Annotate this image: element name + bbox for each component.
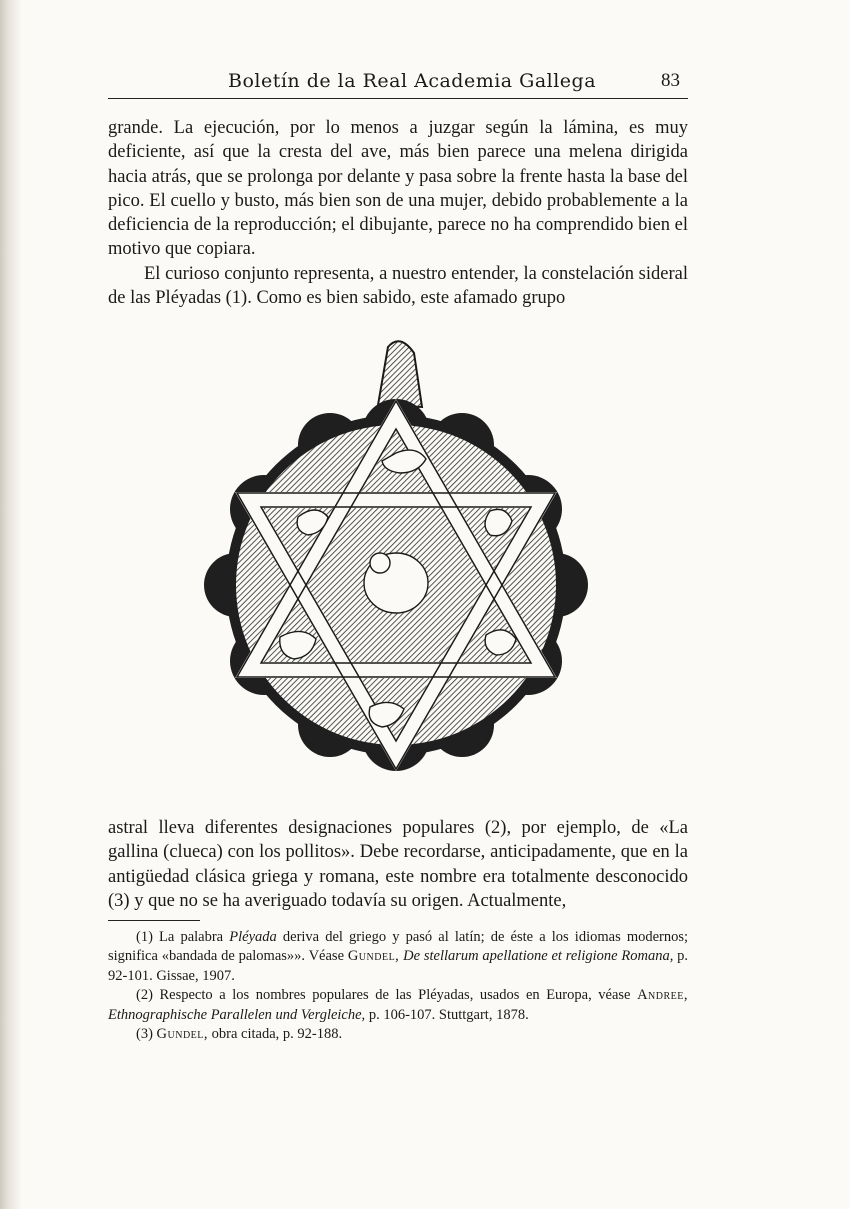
pleiades-medallion-figure — [200, 335, 590, 780]
page-number: 83 — [661, 70, 680, 91]
footnote-separator — [108, 920, 200, 921]
footnote-3-author: Gundel, — [156, 1026, 209, 1043]
paragraph-2: El curioso conjunto representa, a nuestro entender, la constelación sideral de las Pléyadas (1). Como es bien sabido, este afamado grupo — [108, 264, 688, 309]
footnote-1-term: Pléyada — [229, 929, 277, 945]
footnote-2-author: Andree, — [637, 987, 688, 1004]
footnote-1-text-b: deriva del griego y pasó al latín; de éste a los idiomas modernos; significa «bandada de palomas»». Véase — [108, 929, 689, 965]
footnote-1-text-a: La palabra — [159, 929, 224, 945]
footnote-3 — [108, 1025, 688, 1044]
paragraph-1: grande. La ejecución, por lo menos a juzgar según la lámina, es muy deficiente, así que la cresta del ave, más bien parece una melena dirigida hacia atrás, que se prolonga por delante y pasa sobre la frente hasta la base del pico. El cuello y busto, más bien son de una mujer, debido probablemente a la deficiencia de la reproducción; el dibujante, parece no ha comprendido bien el motivo que copiara. — [108, 118, 688, 260]
footnote-1-number: (1) — [136, 929, 153, 945]
page-binding-edge — [0, 0, 22, 1209]
footnote-1-author: Gundel, — [347, 948, 400, 965]
footnote-2-work-title: Ethnographische Parallelen und Vergleiche, — [108, 1006, 366, 1023]
footnote-1-text-c: p. 92-101. Gissae, 1907. — [108, 948, 689, 984]
footnote-1 — [108, 928, 688, 986]
running-title: Boletín de la Real Academia Gallega — [228, 70, 597, 92]
footnote-2 — [108, 986, 688, 1025]
footnote-2-number: (2) — [136, 987, 153, 1004]
footnote-2-text-a: Respecto a los nombres populares de las Pléyadas, usados en Europa, véase — [159, 987, 631, 1004]
footnote-3-number: (3) — [136, 1026, 153, 1043]
hanging-tab — [378, 341, 422, 407]
running-header — [108, 66, 688, 99]
medallion-illustration — [200, 335, 590, 780]
footnote-3-text: obra citada, p. 92-188. — [211, 1026, 343, 1043]
footnotes — [108, 928, 688, 1044]
footnote-2-text-b: p. 106-107. Stuttgart, 1878. — [368, 1006, 529, 1023]
paragraph-3: astral lleva diferentes designaciones populares (2), por ejemplo, de «La gallina (clueca) con los pollitos». Debe recordarse, anticipadamente, que en la antigüedad clásica griega y romana, este nombre era totalmente desconocido (3) y que no se ha averiguado todavía su origen. Actualmente, — [108, 818, 688, 911]
footnote-1-work-title: De stellarum apellatione et religione Romana, — [403, 948, 674, 965]
